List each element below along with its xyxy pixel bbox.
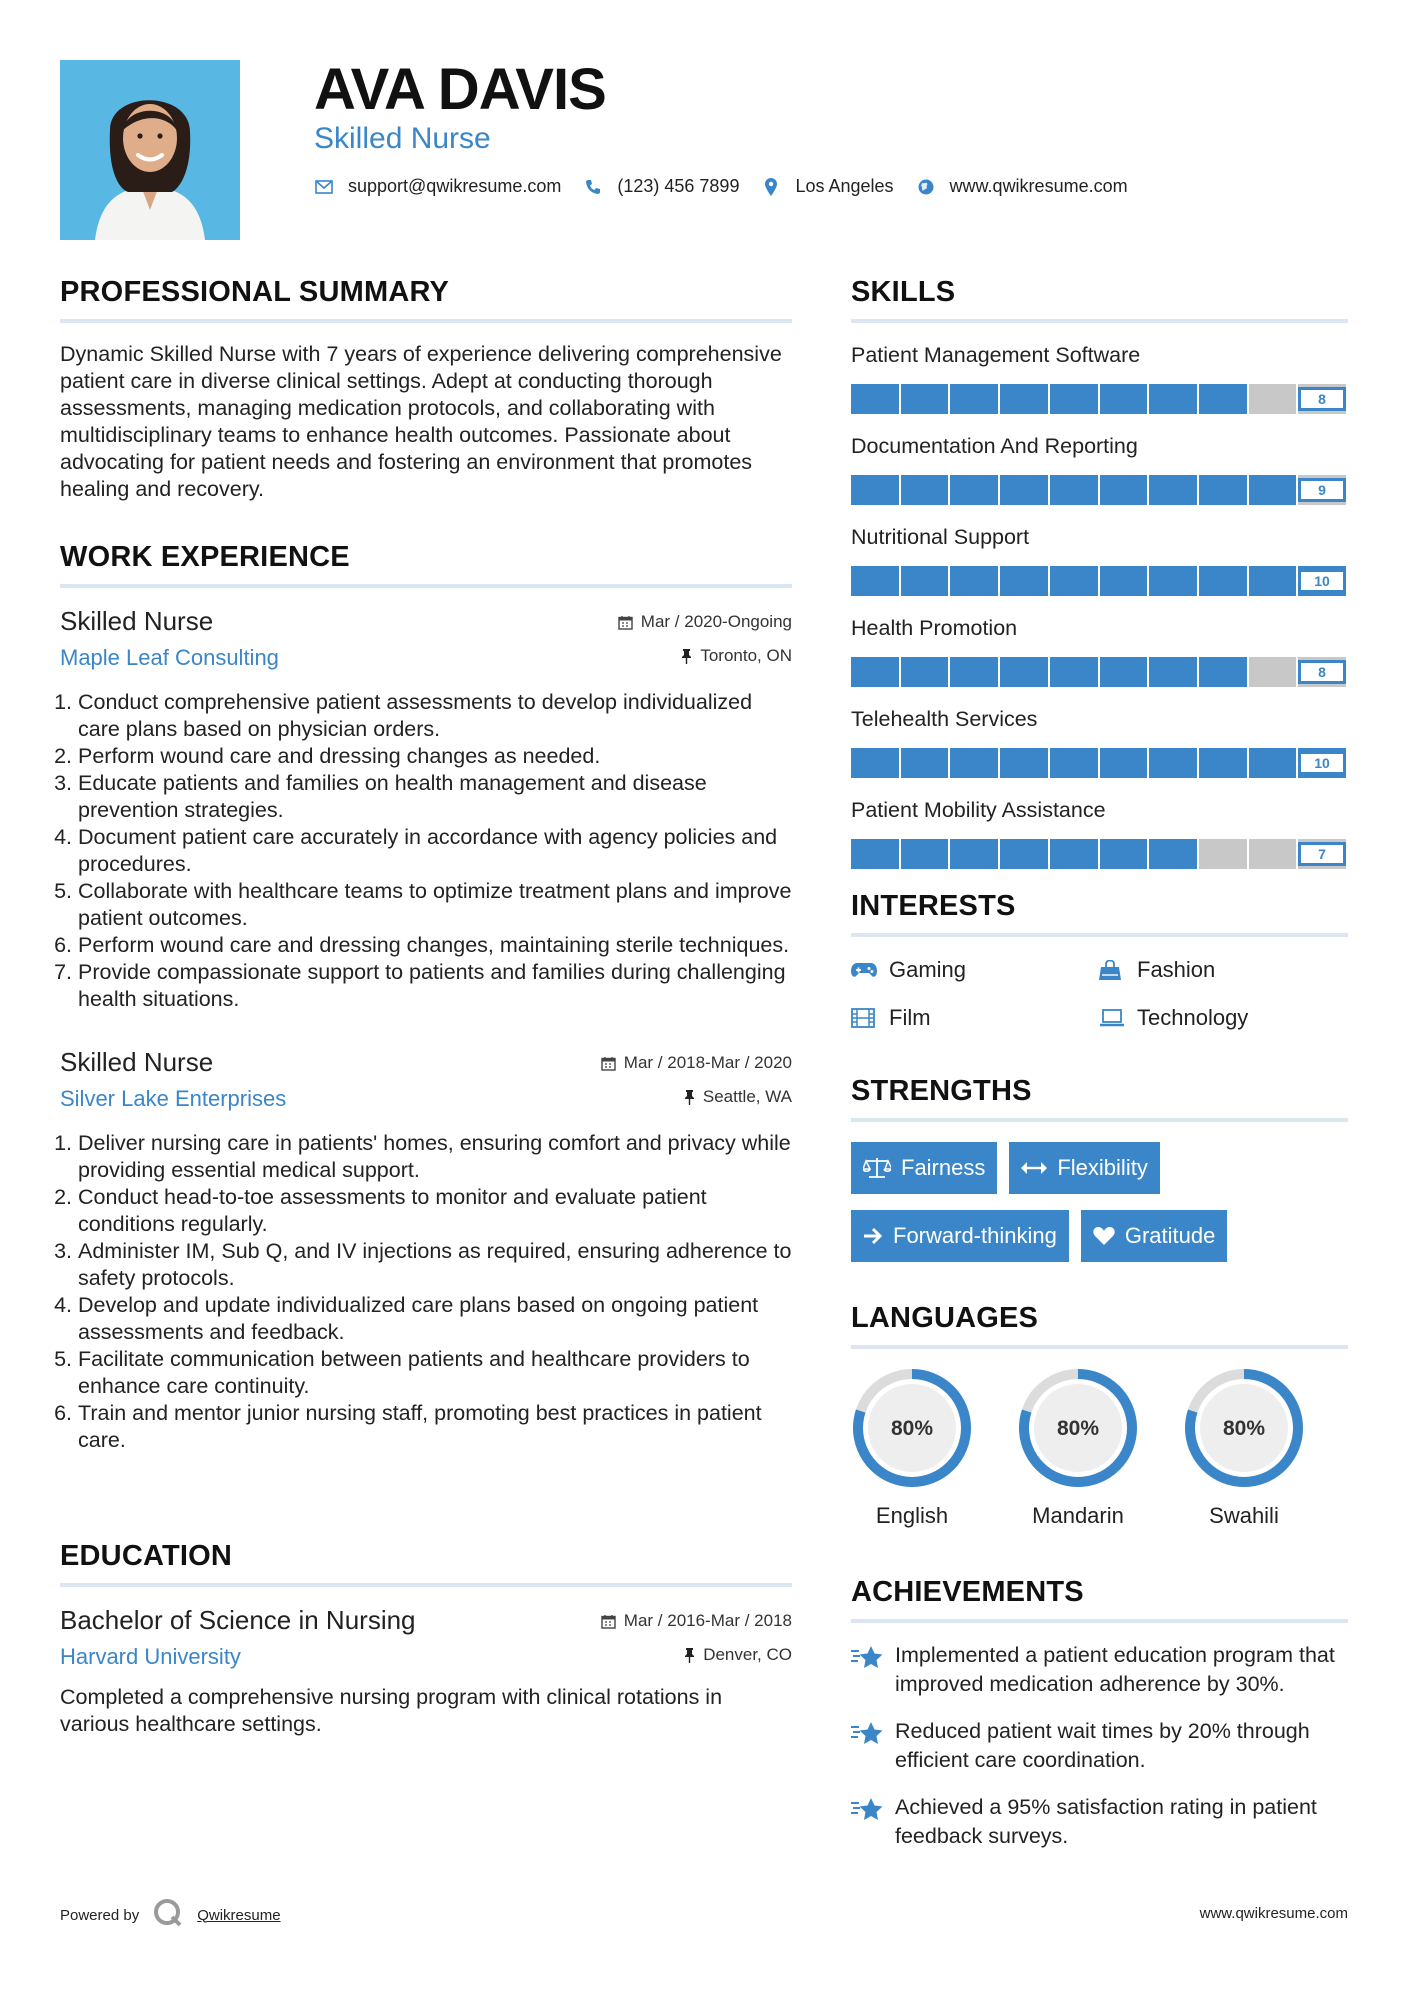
skill-bar-segment xyxy=(851,839,901,869)
phone-icon xyxy=(583,177,603,197)
skill-bar-segment xyxy=(1100,748,1150,778)
heart-icon xyxy=(1093,1226,1115,1246)
job-location-text: Toronto, ON xyxy=(700,646,792,665)
skill-item xyxy=(851,798,1348,869)
skill-item xyxy=(851,343,1348,414)
calendar-icon xyxy=(618,615,633,630)
pushpin-icon xyxy=(681,649,692,664)
job-entry xyxy=(60,606,792,1013)
section-divider xyxy=(851,319,1348,323)
skill-bar-segment xyxy=(1000,384,1050,414)
skill-bar-segment xyxy=(1000,748,1050,778)
footer-website[interactable]: www.qwikresume.com xyxy=(1199,1905,1348,1922)
skill-bar-segment xyxy=(950,566,1000,596)
skill-bar-segment xyxy=(1100,566,1150,596)
skill-bar-segment xyxy=(1249,475,1299,505)
skill-bar-segment xyxy=(901,748,951,778)
skill-bar-segment xyxy=(1050,657,1100,687)
language-percent-label: 80% xyxy=(1056,1417,1100,1440)
duty-item: 4. Develop and update individualized care plans based on ongoing patient assessments and feedback. xyxy=(78,1292,792,1346)
skill-rating-bar xyxy=(851,748,1348,778)
skill-name: Patient Management Software xyxy=(851,343,1141,367)
qwikresume-link[interactable]: Qwikresume xyxy=(197,1906,281,1924)
skill-bar-segment xyxy=(950,839,1000,869)
strength-label: Gratitude xyxy=(1124,1223,1216,1248)
arrows-horizontal-icon xyxy=(1021,1161,1047,1175)
skill-bar-segment xyxy=(1050,748,1100,778)
skill-bar-segment xyxy=(851,566,901,596)
strength-tag xyxy=(1009,1142,1159,1194)
skill-bar-segment xyxy=(1149,839,1199,869)
skills-list xyxy=(851,343,1348,869)
skill-bar-segment xyxy=(1199,657,1249,687)
skill-score-badge: 7 xyxy=(1298,842,1346,866)
skill-bar-segment xyxy=(1050,384,1100,414)
achievement-item xyxy=(851,1793,1348,1851)
job-date-text: Mar / 2020-Ongoing xyxy=(640,612,792,631)
job-date xyxy=(618,612,792,632)
strengths-heading: STRENGTHS xyxy=(851,1075,1032,1107)
section-divider xyxy=(851,1118,1348,1122)
summary-heading: PROFESSIONAL SUMMARY xyxy=(60,276,450,308)
skill-bar-segment xyxy=(1050,475,1100,505)
section-divider xyxy=(851,1345,1348,1349)
skill-bar-segment xyxy=(950,384,1000,414)
job-title: Skilled Nurse xyxy=(60,606,214,636)
duty-item: 6. Perform wound care and dressing changes, maintaining sterile techniques. xyxy=(78,932,792,959)
skill-bar-segment xyxy=(1249,384,1299,414)
experience-heading: WORK EXPERIENCE xyxy=(60,541,350,573)
education-description: Completed a comprehensive nursing program with clinical rotations in various healthcare settings. xyxy=(60,1685,723,1736)
skill-bar-segment xyxy=(1199,475,1249,505)
achievement-text: Implemented a patient education program that improved medication adherence by 30%. xyxy=(895,1643,1335,1696)
duty-item: 1. Deliver nursing care in patients' homes, ensuring comfort and privacy while providing essential medical support. xyxy=(78,1130,792,1184)
interests-section xyxy=(851,890,1348,1031)
skill-bar-segment xyxy=(1199,748,1249,778)
contact-website[interactable]: www.qwikresume.com xyxy=(949,176,1128,196)
degree-title: Bachelor of Science in Nursing xyxy=(60,1605,416,1635)
education-entry xyxy=(60,1605,792,1738)
skill-bar-segment xyxy=(1199,566,1249,596)
skill-rating-bar xyxy=(851,384,1348,414)
skill-rating-bar xyxy=(851,657,1348,687)
footer-powered-by xyxy=(60,1898,281,1932)
skill-bar-segment xyxy=(1000,475,1050,505)
duty-item: 5. Collaborate with healthcare teams to optimize treatment plans and improve patient outcomes. xyxy=(78,878,792,932)
strength-tag xyxy=(1081,1210,1228,1262)
interest-item xyxy=(851,1005,1099,1031)
languages-heading: LANGUAGES xyxy=(851,1302,1039,1334)
section-divider xyxy=(60,584,792,588)
achievement-item xyxy=(851,1717,1348,1775)
arrow-right-icon xyxy=(863,1227,883,1245)
interest-item xyxy=(1099,1005,1347,1031)
skill-bar-segment xyxy=(1000,839,1050,869)
skill-bar-segment xyxy=(1149,657,1199,687)
envelope-icon xyxy=(314,177,334,197)
skill-bar-segment xyxy=(1050,839,1100,869)
pushpin-icon xyxy=(684,1648,695,1663)
education-heading: EDUCATION xyxy=(60,1540,233,1572)
laptop-icon xyxy=(1099,1007,1125,1029)
language-item xyxy=(1183,1367,1305,1529)
duty-item: 6. Train and mentor junior nursing staff, promoting best practices in patient care. xyxy=(78,1400,792,1454)
skill-bar-segment xyxy=(950,475,1000,505)
interests-grid xyxy=(851,957,1348,1031)
skill-score-badge: 10 xyxy=(1298,569,1346,593)
skills-heading: SKILLS xyxy=(851,276,956,308)
film-icon xyxy=(851,1007,877,1029)
powered-by-label: Powered by xyxy=(60,1906,140,1924)
language-name: Mandarin xyxy=(1032,1503,1124,1528)
shooting-star-icon xyxy=(851,1641,885,1699)
calendar-icon xyxy=(601,1056,616,1071)
strengths-list xyxy=(851,1142,1348,1278)
skill-bar-segment xyxy=(851,384,901,414)
skill-bar-segment xyxy=(901,384,951,414)
skill-rating-bar xyxy=(851,566,1348,596)
interest-label: Technology xyxy=(1137,1005,1249,1030)
summary-section xyxy=(60,276,792,503)
skill-bar-segment xyxy=(1149,475,1199,505)
language-ring xyxy=(1183,1367,1305,1489)
duty-item: 2. Conduct head-to-toe assessments to monitor and evaluate patient conditions regularly. xyxy=(78,1184,792,1238)
summary-text: Dynamic Skilled Nurse with 7 years of experience delivering comprehensive patient care in diverse clinical settings. Adept at conducting thorough assessments, managing medication protocols, and collaborating with multidisciplinary teams to enhance health outcomes. Passionate about advocating for patient needs and fostering an environment that promotes healing and recovery. xyxy=(60,342,782,501)
strength-tag xyxy=(851,1142,997,1194)
candidate-title: Skilled Nurse xyxy=(314,122,491,155)
interests-heading: INTERESTS xyxy=(851,890,1016,922)
duty-item: 7. Provide compassionate support to patients and families during challenging health situations. xyxy=(78,959,792,1013)
job-title: Skilled Nurse xyxy=(60,1047,214,1077)
contact-bar xyxy=(314,176,1150,197)
skill-bar-segment xyxy=(950,657,1000,687)
skill-bar-segment xyxy=(1249,839,1299,869)
shopping-bag-icon xyxy=(1099,959,1125,981)
skill-bar-segment xyxy=(1000,657,1050,687)
skill-bar-segment xyxy=(1249,748,1299,778)
skill-bar-segment xyxy=(1100,839,1150,869)
skill-bar-segment xyxy=(1149,748,1199,778)
skill-rating-bar xyxy=(851,839,1348,869)
skill-score-badge: 10 xyxy=(1298,751,1346,775)
duty-item: 3. Educate patients and families on health management and disease prevention strategies. xyxy=(78,770,792,824)
contact-email[interactable]: support@qwikresume.com xyxy=(348,176,562,196)
job-location-text: Seattle, WA xyxy=(702,1087,792,1106)
job-location xyxy=(684,1087,792,1107)
pushpin-icon xyxy=(684,1090,695,1105)
skill-score-badge: 8 xyxy=(1298,660,1346,684)
skill-name: Nutritional Support xyxy=(851,525,1030,549)
strength-label: Forward-thinking xyxy=(893,1223,1057,1248)
skill-bar-segment xyxy=(1249,657,1299,687)
skill-bar-segment xyxy=(1149,384,1199,414)
skill-bar-segment xyxy=(1149,566,1199,596)
languages-list xyxy=(851,1367,1348,1529)
profile-photo xyxy=(60,60,240,240)
job-date xyxy=(601,1053,792,1073)
job-company: Silver Lake Enterprises xyxy=(60,1086,287,1111)
language-percent-label: 80% xyxy=(1222,1417,1266,1440)
skill-bar-segment xyxy=(901,657,951,687)
skill-bar-segment xyxy=(1100,657,1150,687)
education-location-text: Denver, CO xyxy=(703,1645,792,1664)
school-name: Harvard University xyxy=(60,1644,241,1669)
candidate-name: AVA DAVIS xyxy=(314,57,606,122)
skill-item xyxy=(851,525,1348,596)
duty-item: 1. Conduct comprehensive patient assessments to develop individualized care plans based on physician orders. xyxy=(78,689,792,743)
profile-photo-illustration xyxy=(60,60,240,240)
skill-name: Telehealth Services xyxy=(851,707,1038,731)
qwikresume-logo-icon xyxy=(153,1898,183,1932)
skill-rating-bar xyxy=(851,475,1348,505)
calendar-icon xyxy=(601,1614,616,1629)
skill-score-badge: 9 xyxy=(1298,478,1346,502)
skill-item xyxy=(851,434,1348,505)
skill-bar-segment xyxy=(1100,475,1150,505)
strength-label: Fairness xyxy=(901,1155,986,1180)
skill-score-badge: 8 xyxy=(1298,387,1346,411)
contact-location: Los Angeles xyxy=(795,176,894,196)
skill-item xyxy=(851,707,1348,778)
skill-bar-segment xyxy=(1199,839,1249,869)
skill-bar-segment xyxy=(901,566,951,596)
job-entry xyxy=(60,1047,792,1454)
gamepad-icon xyxy=(851,959,877,981)
job-company: Maple Leaf Consulting xyxy=(60,645,279,670)
shooting-star-icon xyxy=(851,1793,885,1851)
duty-item: 4. Document patient care accurately in accordance with agency policies and procedures. xyxy=(78,824,792,878)
interest-item xyxy=(851,957,1099,983)
shooting-star-icon xyxy=(851,1717,885,1775)
skill-bar-segment xyxy=(851,475,901,505)
skill-bar-segment xyxy=(950,748,1000,778)
achievement-text: Reduced patient wait times by 20% through efficient care coordination. xyxy=(895,1719,1310,1772)
skill-bar-segment xyxy=(1249,566,1299,596)
language-name: English xyxy=(875,1503,949,1528)
language-name: Swahili xyxy=(1209,1503,1279,1528)
education-date xyxy=(601,1611,792,1631)
languages-section xyxy=(851,1302,1348,1529)
map-pin-icon xyxy=(761,177,781,197)
strength-label: Flexibility xyxy=(1057,1155,1148,1180)
skill-name: Documentation And Reporting xyxy=(851,434,1138,458)
language-percent-label: 80% xyxy=(890,1417,934,1440)
strengths-section xyxy=(851,1075,1348,1278)
skill-bar-segment xyxy=(1199,384,1249,414)
skill-bar-segment xyxy=(1100,384,1150,414)
skill-bar-segment xyxy=(1000,566,1050,596)
skill-bar-segment xyxy=(901,475,951,505)
section-divider xyxy=(60,319,792,323)
duty-item: 2. Perform wound care and dressing changes as needed. xyxy=(78,743,792,770)
skill-item xyxy=(851,616,1348,687)
skill-bar-segment xyxy=(851,748,901,778)
language-item xyxy=(851,1367,973,1529)
achievements-heading: ACHIEVEMENTS xyxy=(851,1576,1084,1608)
skill-bar-segment xyxy=(851,657,901,687)
skill-name: Health Promotion xyxy=(851,616,1018,640)
education-location xyxy=(684,1645,792,1665)
balance-scale-icon xyxy=(863,1157,891,1179)
section-divider xyxy=(60,1583,792,1587)
language-item xyxy=(1017,1367,1139,1529)
skill-bar-segment xyxy=(901,839,951,869)
interest-item xyxy=(1099,957,1347,983)
section-divider xyxy=(851,1619,1348,1623)
achievement-item xyxy=(851,1641,1348,1699)
duty-item: 5. Facilitate communication between patients and healthcare providers to enhance care continuity. xyxy=(78,1346,792,1400)
duty-item: 3. Administer IM, Sub Q, and IV injections as required, ensuring adherence to safety protocols. xyxy=(78,1238,792,1292)
language-ring xyxy=(1017,1367,1139,1489)
achievements-section xyxy=(851,1576,1348,1851)
interest-label: Film xyxy=(889,1005,931,1030)
experience-section xyxy=(60,541,792,1454)
interest-label: Fashion xyxy=(1137,957,1216,982)
contact-phone[interactable]: (123) 456 7899 xyxy=(617,176,740,196)
job-date-text: Mar / 2018-Mar / 2020 xyxy=(623,1053,792,1072)
job-location xyxy=(681,646,792,666)
strength-tag xyxy=(851,1210,1069,1262)
job-duties xyxy=(60,1130,792,1454)
section-divider xyxy=(851,933,1348,937)
education-date-text: Mar / 2016-Mar / 2018 xyxy=(623,1611,792,1630)
skill-name: Patient Mobility Assistance xyxy=(851,798,1106,822)
globe-icon xyxy=(916,177,936,197)
skill-bar-segment xyxy=(1050,566,1100,596)
education-section xyxy=(60,1540,792,1738)
interest-label: Gaming xyxy=(889,957,967,982)
skills-section xyxy=(851,276,1348,869)
language-ring xyxy=(851,1367,973,1489)
job-duties xyxy=(60,689,792,1013)
achievement-text: Achieved a 95% satisfaction rating in patient feedback surveys. xyxy=(895,1795,1317,1848)
